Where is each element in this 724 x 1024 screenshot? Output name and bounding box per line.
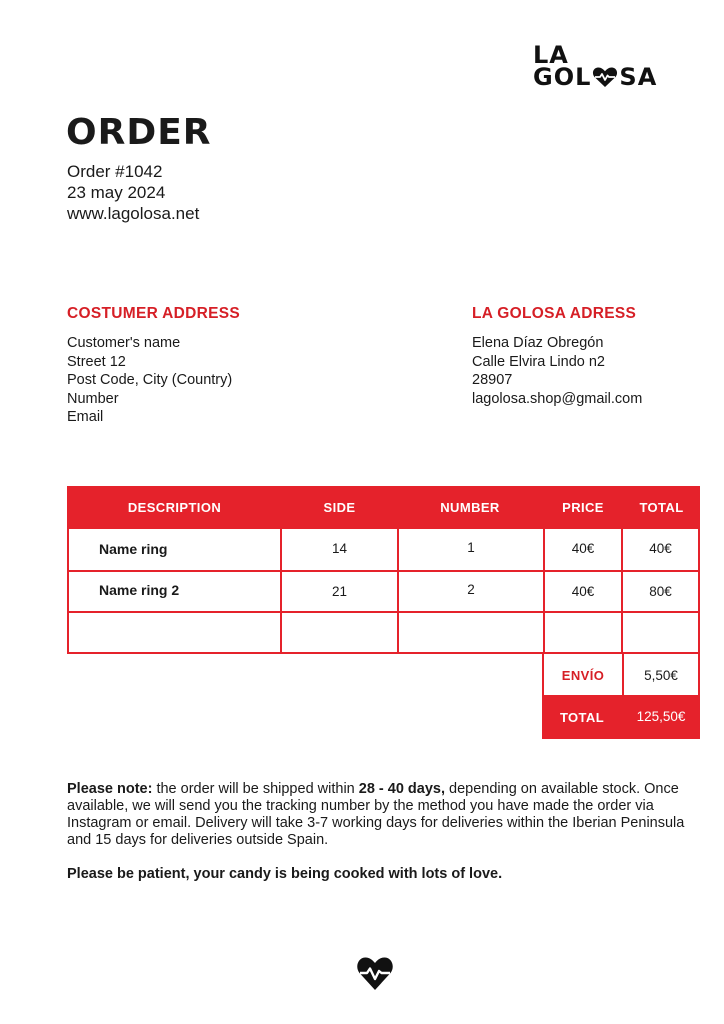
note-lead: Please note: (67, 781, 153, 797)
order-table (67, 486, 700, 654)
header-description: DESCRIPTION (127, 500, 222, 515)
customer-address (67, 334, 232, 427)
customer-street: Street 12 (67, 353, 126, 370)
row-divider (69, 570, 698, 572)
header-side: SIDE (323, 500, 356, 515)
shipping-note (67, 781, 707, 849)
total-label: TOTAL (559, 710, 605, 725)
page-title: ORDER (66, 112, 212, 153)
website-link[interactable]: www.lagolosa.net (67, 204, 200, 223)
row-1-price: 40€ (571, 541, 595, 556)
row-2-side: 21 (331, 584, 348, 599)
logo-text-b: SA (619, 63, 658, 91)
shop-name: Elena Díaz Obregón (472, 335, 604, 351)
row-2-number: 2 (467, 582, 475, 597)
row-1-side: 14 (331, 541, 348, 556)
row-2-price: 40€ (571, 584, 595, 599)
shipping-label: ENVÍO (561, 668, 605, 683)
shop-postcode: 28907 (472, 372, 513, 388)
row-1-description: Name ring (99, 541, 168, 557)
row-1-number: 1 (467, 540, 475, 555)
note-days: 28 - 40 days, (358, 781, 446, 797)
customer-number: Number (67, 390, 119, 407)
table-body (67, 529, 700, 654)
shop-address (472, 334, 642, 408)
shop-address-heading: LA GOLOSA ADRESS (472, 305, 637, 322)
shipping-row (542, 654, 700, 697)
total-value: 125,50€ (636, 709, 686, 724)
order-number: Order #1042 (67, 162, 163, 181)
closing-message: Please be patient, your candy is being cooked with lots of love. (67, 866, 503, 882)
shop-street: Calle Elvira Lindo n2 (472, 353, 605, 370)
header-number: NUMBER (440, 500, 500, 515)
table-header (67, 486, 700, 529)
shipping-value: 5,50€ (644, 668, 678, 683)
shop-email[interactable]: lagolosa.shop@gmail.com (472, 390, 643, 407)
heart-icon (356, 955, 394, 991)
logo-heart-icon (592, 66, 618, 88)
order-date: 23 may 2024 (67, 183, 166, 202)
header-price: PRICE (562, 500, 604, 515)
row-2-total: 80€ (649, 584, 672, 599)
logo-text-a: GOL (533, 63, 592, 91)
customer-email: Email (67, 409, 104, 425)
order-meta (67, 161, 199, 224)
customer-city: Post Code, City (Country) (67, 372, 233, 388)
customer-name: Customer's name (67, 335, 181, 351)
header-total: TOTAL (639, 500, 684, 515)
row-1-total: 40€ (649, 541, 672, 556)
logo-line-1: LA (533, 41, 569, 69)
logo-line-2 (533, 63, 658, 91)
note-part-2: depending on available stock. Once available, we will send you the tracking number by the method you have made the order via Instagram or email. Delivery will take 3-7 working days for deliveries within the Iberian Peninsula and 15 days for deliveries outside Spain. (67, 781, 685, 848)
row-divider (69, 611, 698, 613)
total-row (542, 697, 700, 739)
brand-logo (533, 41, 658, 91)
row-2-description: Name ring 2 (99, 582, 180, 598)
customer-address-heading: COSTUMER ADDRESS (67, 305, 241, 322)
note-part-1: the order will be shipped within (152, 781, 359, 797)
